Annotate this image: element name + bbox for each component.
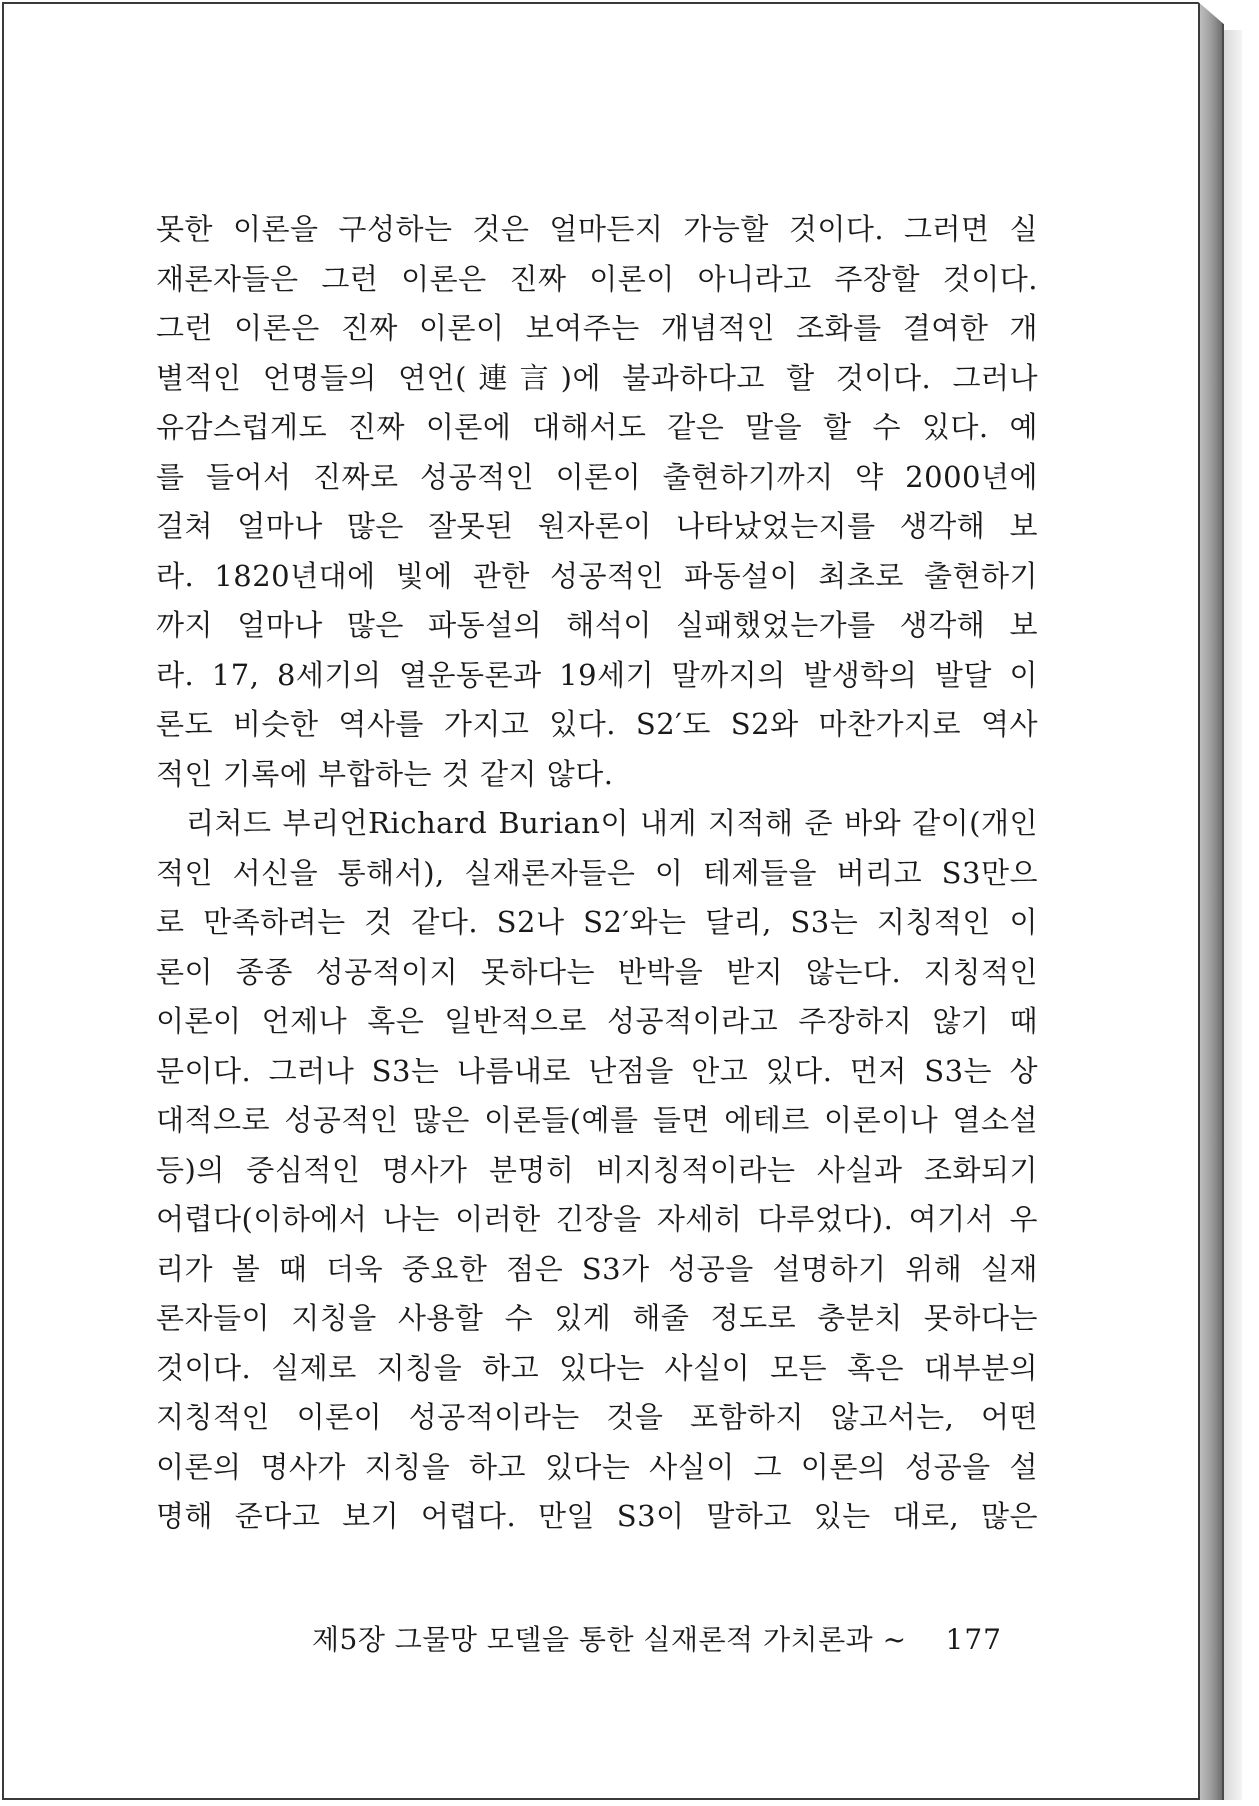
text-line: 라. 17, 8세기의 열운동론과 19세기 말까지의 발생학의 발달 이 — [156, 657, 1038, 692]
text-line: 이론이 언제나 혹은 일반적으로 성공적이라고 주장하지 않기 때 — [156, 1004, 1038, 1038]
text-line: 론도 비슷한 역사를 가지고 있다. S2′도 S2와 마찬가지로 역사 — [156, 707, 1038, 741]
paragraph-2 — [156, 799, 1038, 1542]
text-line: 등)의 중심적인 명사가 분명히 비지칭적이라는 사실과 조화되기 — [156, 1152, 1038, 1187]
text-line: 재론자들은 그런 이론은 진짜 이론이 아니라고 주장할 것이다. — [156, 261, 1038, 296]
text-line: 리처드 부리언Richard Burian이 내게 지적해 준 바와 같이(개인 — [186, 806, 1038, 840]
text-line: 론자들이 지칭을 사용할 수 있게 해줄 정도로 충분치 못하다는 — [156, 1301, 1038, 1335]
text-line: 적인 서신을 통해서), 실재론자들은 이 테제들을 버리고 S3만으 — [156, 855, 1038, 890]
page-number: 177 — [945, 1623, 1002, 1656]
text-line: 로 만족하려는 것 같다. S2나 S2′와는 달리, S3는 지칭적인 이 — [156, 905, 1038, 939]
text-line: 유감스럽게도 진짜 이론에 대해서도 같은 말을 할 수 있다. 예 — [156, 410, 1038, 444]
text-line: 문이다. 그러나 S3는 나름내로 난점을 안고 있다. 먼저 S3는 상 — [156, 1053, 1038, 1088]
text-line: 별적인 언명들의 연언(連言)에 불과하다고 할 것이다. 그러나 — [156, 360, 1038, 395]
text-line: 라. 1820년대에 빛에 관한 성공적인 파동설이 최초로 출현하기 — [156, 558, 1038, 593]
text-line: 지칭적인 이론이 성공적이라는 것을 포함하지 않고서는, 어떤 — [156, 1400, 1038, 1434]
text-line: 까지 얼마나 많은 파동설의 해석이 실패했었는가를 생각해 보 — [156, 608, 1038, 642]
text-line: 어렵다(이하에서 나는 이러한 긴장을 자세히 다루었다). 여기서 우 — [156, 1202, 1038, 1236]
text-line: 리가 볼 때 더욱 중요한 점은 S3가 성공을 설명하기 위해 실재 — [156, 1251, 1038, 1286]
running-head: 제5장 그물망 모델을 통한 실재론적 가치론과 ~ — [312, 1623, 907, 1656]
text-line: 이론의 명사가 지칭을 하고 있다는 사실이 그 이론의 성공을 설 — [156, 1449, 1038, 1484]
page-edge-shadow — [1224, 30, 1242, 1800]
text-line: 를 들어서 진짜로 성공적인 이론이 출현하기까지 약 2000년에 — [156, 459, 1038, 494]
page-edge — [1200, 4, 1224, 1800]
text-line: 적인 기록에 부합하는 것 같지 않다. — [156, 756, 614, 791]
page-corner — [1196, 0, 1226, 26]
text-line: 걸쳐 얼마나 많은 잘못된 원자론이 나타났었는지를 생각해 보 — [156, 509, 1038, 543]
text-line: 명해 준다고 보기 어렵다. 만일 S3이 말하고 있는 대로, 많은 — [156, 1499, 1038, 1533]
text-line: 것이다. 실제로 지칭을 하고 있다는 사실이 모든 혹은 대부분의 — [156, 1350, 1038, 1385]
text-line: 대적으로 성공적인 많은 이론들(예를 들면 에테르 이론이나 열소설 — [156, 1103, 1038, 1137]
text-line: 그런 이론은 진짜 이론이 보여주는 개념적인 조화를 결여한 개 — [156, 311, 1038, 345]
body-text — [156, 205, 1038, 1542]
text-line: 론이 종종 성공적이지 못하다는 반박을 받지 않는다. 지칭적인 — [156, 954, 1038, 989]
page-footer — [312, 1620, 1002, 1660]
text-line: 못한 이론을 구성하는 것은 얼마든지 가능할 것이다. 그러면 실 — [156, 212, 1038, 246]
paragraph-1 — [156, 205, 1038, 799]
